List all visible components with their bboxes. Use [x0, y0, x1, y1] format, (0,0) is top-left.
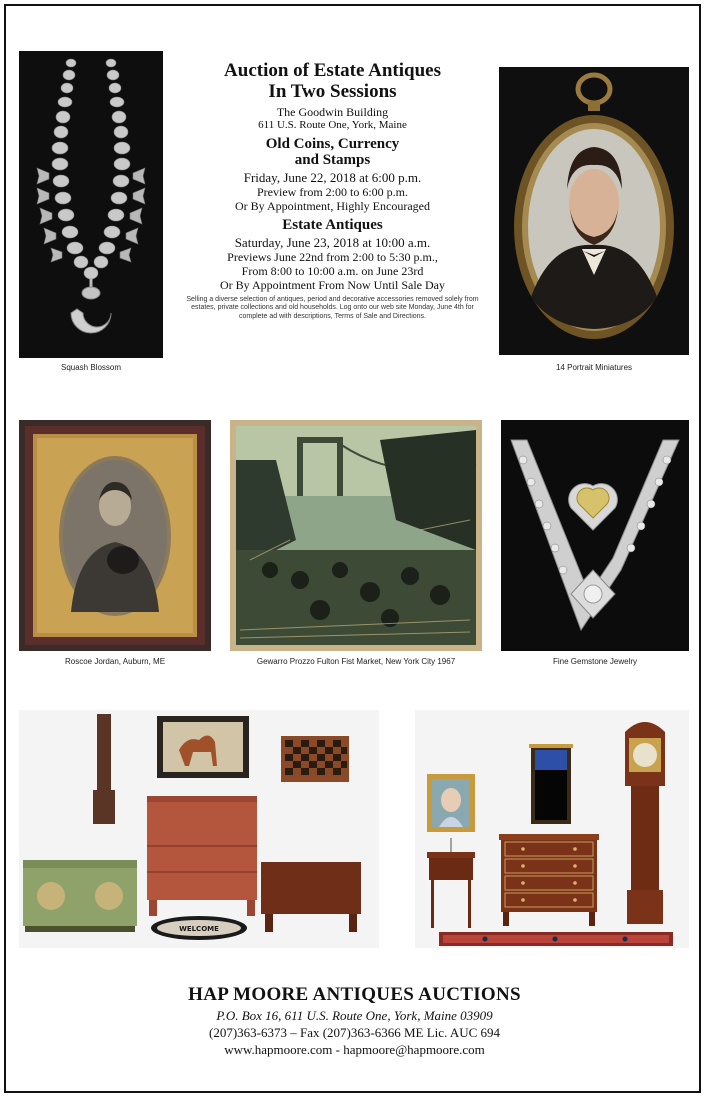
company-phone: (207)363-6373 – Fax (207)363-6366 ME Lic. AUC 694 — [208, 1025, 501, 1040]
necklace-caption: Squash Blossom — [60, 363, 122, 372]
headline-title-2: In Two Sessions — [268, 81, 397, 102]
session1-preview: Preview from 2:00 to 6:00 p.m. — [257, 185, 408, 199]
session1-date: Friday, June 22, 2018 at 6:00 p.m. — [243, 170, 422, 185]
furniture-photo-left — [19, 710, 379, 948]
venue-address: 611 U.S. Route One, York, Maine — [258, 119, 407, 131]
headline-title-1: Auction of Estate Antiques — [224, 60, 441, 81]
venue-name: The Goodwin Building — [276, 105, 389, 119]
tintype-caption: Roscoe Jordan, Auburn, ME — [64, 657, 166, 666]
necklace-photo — [19, 51, 163, 358]
session1-title-2: and Stamps — [294, 152, 371, 168]
session1-appointment: Or By Appointment, Highly Encouraged — [235, 199, 430, 213]
jewelry-caption: Fine Gemstone Jewelry — [552, 657, 638, 666]
woodcut-photo — [230, 420, 482, 651]
portrait-photo — [499, 67, 689, 355]
auction-details — [170, 60, 495, 321]
woodcut-caption: Gewarro Prozzo Fulton Fist Market, New York City 1967 — [256, 657, 456, 666]
sale-description: Selling a diverse selection of antiques, period and decorative accessories removed solely from estates, private collections and old households. Log onto our web site Monday, June 4th for complete ad with descriptions, Terms of Sale and Directions. — [186, 296, 479, 320]
session2-preview-1: Previews June 22nd from 2:00 to 5:30 p.m., — [227, 250, 438, 264]
tintype-photo — [19, 420, 211, 651]
session1-title-1: Old Coins, Currency — [265, 136, 400, 152]
session2-appointment: Or By Appointment From Now Until Sale Day — [220, 278, 445, 292]
company-address: P.O. Box 16, 611 U.S. Route One, York, Maine 03909 — [216, 1008, 493, 1023]
company-web[interactable]: www.hapmoore.com - hapmoore@hapmoore.com — [224, 1042, 485, 1057]
furniture-photo-right — [415, 710, 689, 948]
company-name: HAP MOORE ANTIQUES AUCTIONS — [188, 984, 521, 1005]
session2-title: Estate Antiques — [282, 217, 383, 233]
portrait-caption: 14 Portrait Miniatures — [555, 363, 633, 372]
rug-text: WELCOME — [179, 925, 219, 933]
jewelry-photo — [501, 420, 689, 651]
session2-date: Saturday, June 23, 2018 at 10:00 a.m. — [234, 235, 431, 250]
session2-preview-2: From 8:00 to 10:00 a.m. on June 23rd — [241, 264, 424, 278]
